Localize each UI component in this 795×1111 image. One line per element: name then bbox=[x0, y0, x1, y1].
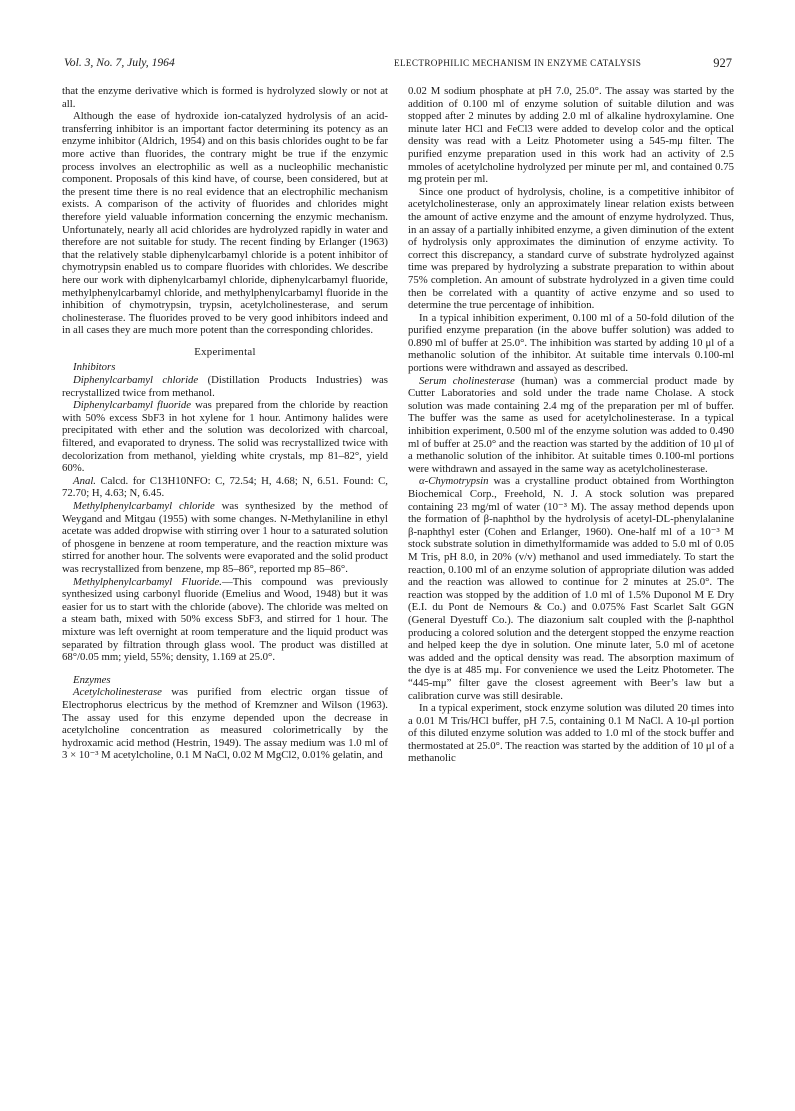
left-column bbox=[62, 85, 388, 762]
running-header bbox=[64, 55, 732, 71]
section-heading-experimental: Experimental bbox=[194, 345, 256, 358]
paragraph-serum-cholinesterase: Serum cholinesterase (human) was a commercial product made by Cutter Laboratories and sold under the trade name Cholase. A stock solution was made containing 2.4 mg of the preparation per ml of buffer. The buffer was the same as used for acetylcholinesterase. In a typical inhibition experiment, 0.500 ml of the enzyme solution was added to 0.490 ml of buffer at 25.0° and the reaction was started by the addition of 10 μl of a methanolic solution of the inhibitor. At suitable times 0.100-ml portions were withdrawn and assayed in the same way as acetylcholinesterase. bbox=[408, 374, 734, 475]
paragraph: Since one product of hydrolysis, choline, is a competitive inhibitor of acetylcholinesterase, only an approximately linear relation exists between the amount of active enzyme and the amount of enzyme hydrolyzed. Thus, in an assay of a partially inhibited enzyme, a given diminution of the extent of hydrolysis only approximates the diminution of enzyme activity. To correct this discrepancy, a standard curve of substrate hydrolyzed against time was prepared by hydrolyzing a substrate preparation to within about 75% completion. An amount of substrate hydrolyzed in a given time could then be correlated with a quantity of active enzyme and so used to determine the true percentage of inhibition. bbox=[408, 185, 734, 312]
paragraph-diphenylcarbamyl-fluoride: Diphenylcarbamyl fluoride was prepared from the chloride by reaction with 50% excess SbF3 in hot xylene for 1 hour. Antimony halides were precipitated with ether and the solution was decolorized with charcoal, filtered, and evaporated to dryness. The solid was recrystallized twice with decolorization from methanol, yielding white crystals, mp 81–82°, yield 60%. bbox=[62, 399, 389, 475]
paragraph-acetylcholinesterase: Acetylcholinesterase was purified from electric organ tissue of Electrophorus electricus by the method of Kremzner and Wilson (1963). The assay used for this enzyme depended upon the decrease in acetylcholine concentration as measured colorimetrically by the hydroxamic acid method (Hestrin, 1949). The assay medium was 1.0 ml of 3 × 10⁻³ M acetylcholine, 0.1 M NaCl, 0.02 M MgCl2, 0.01% gelatin, and bbox=[62, 686, 388, 762]
paragraph-chymotrypsin: α-Chymotrypsin was a crystalline product obtained from Worthington Biochemical Corp., Freehold, N. J. A stock solution was prepared containing 23 mg/ml of water (10⁻³ M). The assay method depends upon the formation of β-naphthol by the hydrolysis of acetyl-DL-phenylalanine β-naphthyl ester (Cohen and Erlanger, 1960). One-half ml of a 10⁻³ M stock substrate solution in dimethylformamide was added to 5.0 ml of 0.05 M Tris, pH 8.0, in 20% (v/v) methanol and used immediately. To start the reaction, 0.100 ml of an enzyme solution of appropriate dilution was added and the reaction was allowed to continue for 2 minutes at 25.0°. The reaction was stopped by the addition of 1.0 ml of 1.5% Duponol M E Dry (E.I. du Pont de Nemours & Co.) and 0.075% Fast Scarlet Salt GGN (General Dyestuff Co.). The diazonium salt coupled with the β-naphthol producing a colored solution and the detergent stopped the enzyme reaction and helped keep the dye in solution. One minute later, 5.0 ml of acetone was added and the optical density was read. The absorption maximum of the dye is at 485 mμ. For convenience we used the Leitz Photometer. The “445-mμ” filter gave the closest agreement with Beer’s law but a calibration curve was still desirable. bbox=[408, 475, 734, 702]
running-title: ELECTROPHILIC MECHANISM IN ENZYME CATALYSIS bbox=[394, 58, 642, 68]
right-column bbox=[408, 85, 734, 765]
subheading-enzymes: Enzymes bbox=[73, 673, 111, 686]
paragraph: that the enzyme derivative which is formed is hydrolyzed slowly or not at all. bbox=[62, 85, 388, 110]
paragraph: 0.02 M sodium phosphate at pH 7.0, 25.0°. The assay was started by the addition of 0.100 ml of enzyme solution of suitable dilution and was stopped after 2 minutes by adding 2.0 ml of alkaline hydroxylamine. One minute later HCl and FeCl3 were added to develop color and the optical density was read with a Leitz Photometer using a 545-mμ filter. The purified enzyme preparation used in this work had an activity of 2.5 mmoles of acetylcholine hydrolyzed per minute per ml, and contained 0.75 mg protein per ml. bbox=[408, 85, 734, 186]
subheading-inhibitors: Inhibitors bbox=[73, 361, 116, 374]
journal-citation: Vol. 3, No. 7, July, 1964 bbox=[64, 56, 175, 69]
paragraph-methylphenylcarbamyl-fluoride: Methylphenylcarbamyl Fluoride.—This compound was previously synthesized using carbonyl fluoride (Emelius and Wood, 1948) but it was easier for us to start with the chloride (above). The chloride was melted on a steam bath, mixed with 50% excess SbF3, and stirred for 1 hour. The mixture was left overnight at room temperature and the liquid product was separated by filtration through glass wool. The product was distilled at 68°/0.05 mm; yield, 55%; density, 1.169 at 25.0°. bbox=[62, 575, 388, 664]
paragraph-diphenylcarbamyl-chloride: Diphenylcarbamyl chloride (Distillation Products Industries) was recrystallized twice from methanol. bbox=[62, 374, 388, 399]
page-number: 927 bbox=[713, 56, 732, 70]
paragraph: In a typical inhibition experiment, 0.100 ml of a 50-fold dilution of the purified enzyme preparation (in the above buffer solution) was added to 0.890 ml of buffer at 25.0°. The inhibition was started by adding 10 μl of a methanolic solution of the inhibitor. At suitable time intervals 0.100-ml portions were withdrawn and assayed as described. bbox=[408, 311, 734, 375]
paragraph: In a typical experiment, stock enzyme solution was diluted 20 times into a 0.01 M Tris/HCl buffer, pH 7.5, containing 0.1 M NaCl. A 10-μl portion of this diluted enzyme solution was added to 1.0 ml of the stock buffer and thermostated at 25.0°. The reaction was started by the addition of 10 μl of a methanolic bbox=[408, 702, 734, 765]
paragraph-analysis: Anal. Calcd. for C13H10NFO: C, 72.54; H, 4.68; N, 6.51. Found: C, 72.70; H, 4.63; N, 6.45. bbox=[62, 474, 388, 500]
paragraph-methylphenylcarbamyl-chloride: Methylphenylcarbamyl chloride was synthesized by the method of Weygand and Mitgau (1955) with some changes. N-Methylaniline in ethyl acetate was added dropwise with stirring over 1 hour to a saturated solution of phosgene in benzene at room temperature, and the reaction mixture was stirred for another hour. The solvents were evaporated and the solid product was recrystallized from benzene, mp 85–86°, reported mp 85–86°. bbox=[62, 500, 388, 575]
paragraph: Although the ease of hydroxide ion-catalyzed hydrolysis of an acid-transferring inhibitor is an important factor determining its potency as an enzyme inhibitor (Aldrich, 1954) and on this basis chlorides ought to be far more active than fluorides, the contrary might be true if the enzymic process involves an electrophilic as well as a nucleophilic mechanistic component. Proposals of this kind have, of course, been considered, but at the present time there is no real evidence that an electrophilic mechanism exists. A comparison of the activity of fluorides and chlorides might therefore yield valuable information concerning the enzymic mechanism. Unfortunately, nearly all acid chlorides are hydrolyzed rapidly in water and therefore are not suitable for study. The recent finding by Erlanger (1963) that the relatively stable diphenylcarbamyl chloride is a potent inhibitor of chymotrypsin enabled us to compare fluorides with chlorides. We describe here our work with diphenylcarbamyl chloride, diphenylcarbamyl fluoride, methylphenylcarbamyl chloride, and methylphenylcarbamyl fluoride in the inhibition of chymotrypsin, trypsin, acetylcholinesterase, and serum cholinesterase. The fluorides proved to be very good inhibitors indeed and in all cases they are much more potent than the corresponding chlorides. bbox=[62, 110, 388, 337]
